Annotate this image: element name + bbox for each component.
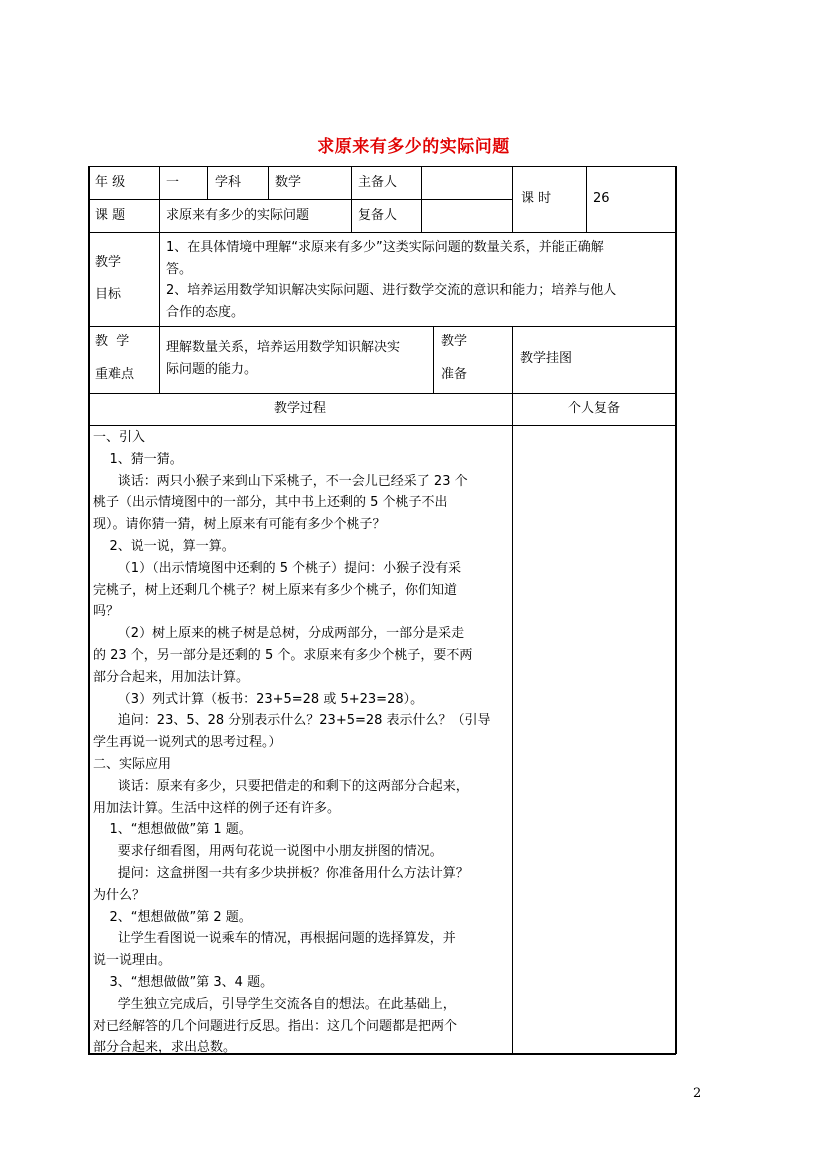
prep-label-line2: 准备: [441, 367, 468, 382]
grade-value: 一: [166, 175, 180, 190]
process-line: 吗？: [93, 604, 120, 620]
goals-content: [166, 237, 616, 323]
process-line: 完桃子，树上还剩几个桃子？树上原来有多少个桃子，你们知道: [93, 582, 458, 598]
process-line: 要求仔细看图，用两句花说一说图中小朋友拼图的情况。: [93, 844, 443, 860]
goals-label-line2: 目标: [95, 287, 122, 302]
process-line: （3）列式计算（板书：23+5=28 或 5+23=28）。: [93, 691, 424, 707]
personal-review-header: 个人复备: [567, 401, 620, 416]
process-line: 现）。请你猜一猜，树上原来有可能有多少个桃子？: [93, 517, 386, 533]
period-label: 课 时: [521, 191, 552, 206]
process-line: 一、引入: [93, 430, 146, 445]
goals-line: 1、在具体情境中理解“求原来有多少”这类实际问题的数量关系，并能正确解: [166, 240, 604, 255]
process-header: 教学过程: [273, 401, 326, 416]
prep-label-line1: 教学: [441, 334, 468, 349]
topic-value: 求原来有多少的实际问题: [166, 208, 310, 223]
process-line: 1、猜一猜。: [93, 451, 183, 467]
process-line: 部分合起来，求出总数。: [93, 1040, 237, 1056]
process-line: （2）树上原来的桃子树是总树，分成两部分，一部分是采走: [93, 626, 465, 642]
process-line: 学生独立完成后，引导学生交流各自的想法。在此基础上，: [93, 996, 456, 1012]
period-value: 26: [593, 191, 610, 206]
prep-value: 教学挂图: [520, 351, 573, 366]
topic-label: 课 题: [95, 208, 126, 223]
process-line: 追问：23、5、28 分别表示什么？23+5=28 表示什么？（引导: [93, 713, 491, 729]
key-points-line: 际问题的能力。: [166, 362, 258, 377]
process-line: 对已经解答的几个问题进行反思。指出：这几个问题都是把两个: [93, 1018, 458, 1034]
goals-line: 答。: [166, 261, 193, 277]
process-line: 谈话：两只小猴子来到山下采桃子，不一会儿已经采了 23 个: [93, 473, 468, 489]
process-line: 2、“想想做做”第 2 题。: [93, 909, 252, 925]
process-line: 二、实际应用: [93, 756, 172, 772]
process-line: 说一说理由。: [93, 953, 172, 969]
page-number: 2: [693, 1086, 702, 1101]
goals-line: 2、培养运用数学知识解决实际问题、进行数学交流的意识和能力；培养与他人: [166, 283, 617, 298]
process-line: 学生再说一说列式的思考过程。）: [93, 735, 282, 751]
goals-line: 合作的态度。: [166, 304, 245, 320]
process-line: 1、“想想做做”第 1 题。: [93, 822, 252, 838]
grade-label: 年 级: [95, 175, 126, 190]
process-line: 3、“想想做做”第 3、4 题。: [93, 974, 274, 990]
main-preparer-label: 主备人: [358, 175, 398, 190]
process-line: 部分合起来，用加法计算。: [93, 669, 250, 685]
subject-value: 数学: [275, 175, 302, 190]
goals-label-line1: 教学: [95, 255, 122, 270]
process-line: 让学生看图说一说乘车的情况，再根据问题的选择算发，并: [93, 931, 456, 947]
process-line: （1）（出示情境图中还剩的 5 个桃子）提问：小猴子没有采: [93, 560, 462, 576]
process-line: 桃子（出示情境图中的一部分，其中书上还剩的 5 个桃子不出: [93, 495, 448, 511]
process-line: 用加法计算。生活中这样的例子还有许多。: [93, 800, 341, 816]
key-points-line: 理解数量关系，培养运用数学知识解决实: [166, 340, 401, 355]
process-line: 提问：这盒拼图一共有多少块拼板？你准备用什么方法计算？: [93, 865, 469, 881]
key-points-content: [166, 337, 400, 381]
process-content: [93, 427, 509, 1059]
process-line: 为什么？: [93, 887, 146, 903]
review-preparer-label: 复备人: [358, 208, 398, 223]
process-line: 的 23 个，另一部分是还剩的 5 个。求原来有多少个桃子，要不两: [93, 647, 473, 663]
key-points-label-line2: 重难点: [95, 367, 135, 382]
key-points-label-line1: 教 学: [95, 334, 130, 349]
process-line: 谈话：原来有多少，只要把借走的和剩下的这两部分合起来，: [93, 778, 469, 794]
document-title: 求原来有多少的实际问题: [317, 137, 510, 157]
process-line: 2、说一说，算一算。: [93, 538, 235, 554]
subject-label: 学科: [215, 175, 242, 190]
